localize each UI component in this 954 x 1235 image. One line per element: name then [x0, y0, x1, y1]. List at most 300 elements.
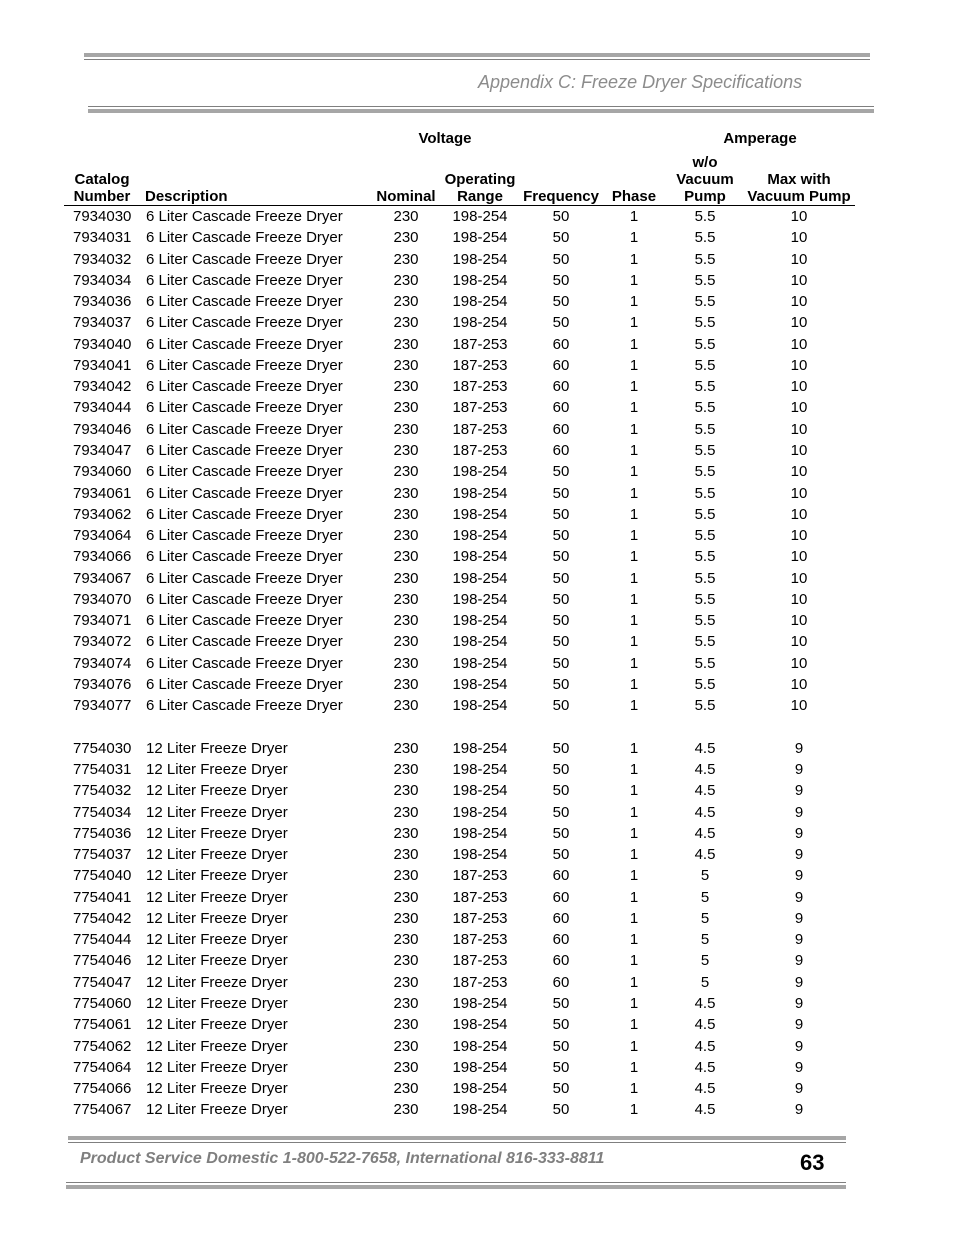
nominal-voltage-cell: 230 [393, 356, 419, 374]
phase-cell: 1 [629, 761, 639, 779]
nominal-voltage-cell: 230 [393, 697, 419, 715]
phase-cell: 1 [629, 952, 639, 970]
description-cell: 6 Liter Cascade Freeze Dryer [146, 633, 343, 651]
description-cell: 6 Liter Cascade Freeze Dryer [146, 208, 343, 225]
max-with-pump-header-line2: Vacuum Pump [747, 188, 851, 205]
nominal-voltage-cell: 230 [393, 803, 419, 821]
without-pump-header [666, 154, 744, 205]
phase-cell: 1 [629, 973, 639, 991]
amperage-max-with-pump-cell: 9 [794, 909, 804, 927]
description-cell: 6 Liter Cascade Freeze Dryer [146, 463, 343, 481]
amperage-max-with-pump-cell: 9 [794, 867, 804, 885]
amperage-max-with-pump-cell: 10 [790, 271, 808, 289]
nominal-voltage-cell: 230 [393, 994, 419, 1012]
amperage-max-with-pump-cell: 9 [794, 1037, 804, 1055]
frequency-cell: 50 [552, 1037, 570, 1055]
catalog-number-cell: 7754060 [73, 994, 132, 1012]
phase-cell: 1 [629, 378, 639, 396]
nominal-voltage-cell: 230 [393, 527, 419, 545]
frequency-cell: 50 [552, 612, 570, 630]
description-cell: 6 Liter Cascade Freeze Dryer [146, 654, 343, 672]
frequency-cell: 50 [552, 314, 570, 332]
without-pump-header-line3: Pump [684, 188, 726, 205]
table-row [64, 397, 855, 418]
table-row [64, 653, 855, 674]
nominal-voltage-cell: 230 [393, 1058, 419, 1076]
phase-cell: 1 [629, 1037, 639, 1055]
table-row [64, 376, 855, 397]
catalog-number-cell: 7934066 [73, 548, 132, 566]
nominal-voltage-cell: 230 [393, 208, 419, 225]
frequency-cell: 50 [552, 1101, 570, 1119]
description-cell: 6 Liter Cascade Freeze Dryer [146, 378, 343, 396]
catalog-number-cell: 7934064 [73, 527, 132, 545]
description-cell: 12 Liter Freeze Dryer [146, 1058, 288, 1076]
amperage-without-pump-cell: 5 [700, 909, 710, 927]
nominal-voltage-cell: 230 [393, 888, 419, 906]
amperage-max-with-pump-cell: 9 [794, 1080, 804, 1098]
phase-cell: 1 [629, 484, 639, 502]
catalog-number-cell: 7754064 [73, 1058, 132, 1076]
frequency-cell: 60 [552, 909, 570, 927]
catalog-number-cell: 7754044 [73, 931, 132, 949]
phase-cell: 1 [629, 208, 639, 225]
phase-cell: 1 [629, 633, 639, 651]
table-row [64, 1078, 855, 1099]
table-row [64, 227, 855, 248]
operating-range-cell: 198-254 [452, 527, 508, 545]
amperage-without-pump-cell: 5.5 [694, 399, 716, 417]
operating-range-header-line1: Operating [444, 171, 516, 188]
frequency-cell: 50 [552, 1080, 570, 1098]
amperage-without-pump-cell: 5 [700, 931, 710, 949]
catalog-number-cell: 7754036 [73, 824, 132, 842]
description-cell: 6 Liter Cascade Freeze Dryer [146, 612, 343, 630]
nominal-voltage-cell: 230 [393, 654, 419, 672]
amperage-without-pump-cell: 5.5 [694, 314, 716, 332]
amperage-max-with-pump-cell: 10 [790, 463, 808, 481]
description-cell: 12 Liter Freeze Dryer [146, 867, 288, 885]
catalog-number-cell: 7934036 [73, 293, 132, 311]
operating-range-cell: 198-254 [452, 208, 508, 225]
amperage-max-with-pump-cell: 9 [794, 952, 804, 970]
phase-cell: 1 [629, 420, 639, 438]
nominal-voltage-cell: 230 [393, 420, 419, 438]
phase-cell: 1 [629, 1101, 639, 1119]
table-row [64, 461, 855, 482]
operating-range-cell: 198-254 [452, 548, 508, 566]
operating-range-cell: 198-254 [452, 463, 508, 481]
phase-cell: 1 [629, 463, 639, 481]
nominal-voltage-cell: 230 [393, 250, 419, 268]
catalog-number-cell: 7934061 [73, 484, 132, 502]
table-row [64, 546, 855, 567]
catalog-number-cell: 7934071 [73, 612, 132, 630]
frequency-cell: 50 [552, 293, 570, 311]
frequency-cell: 60 [552, 931, 570, 949]
frequency-cell: 50 [552, 463, 570, 481]
catalog-number-cell: 7754062 [73, 1037, 132, 1055]
catalog-number-cell: 7934060 [73, 463, 132, 481]
amperage-without-pump-cell: 5.5 [694, 463, 716, 481]
catalog-number-cell: 7934074 [73, 654, 132, 672]
amperage-without-pump-cell: 4.5 [694, 1037, 716, 1055]
amperage-without-pump-cell: 5.5 [694, 612, 716, 630]
frequency-cell: 50 [552, 761, 570, 779]
catalog-number-cell: 7934031 [73, 229, 132, 247]
table-row [64, 802, 855, 823]
amperage-max-with-pump-cell: 10 [790, 293, 808, 311]
frequency-cell: 50 [552, 824, 570, 842]
description-cell: 12 Liter Freeze Dryer [146, 803, 288, 821]
table-row [64, 887, 855, 908]
description-cell: 12 Liter Freeze Dryer [146, 1101, 288, 1119]
operating-range-cell: 187-253 [452, 399, 508, 417]
amperage-without-pump-cell: 5.5 [694, 335, 716, 353]
frequency-cell: 50 [552, 569, 570, 587]
amperage-max-with-pump-cell: 10 [790, 420, 808, 438]
table-row [64, 483, 855, 504]
footer-rule-top [68, 1136, 846, 1140]
description-header: Description [145, 188, 228, 205]
description-cell: 6 Liter Cascade Freeze Dryer [146, 420, 343, 438]
operating-range-cell: 187-253 [452, 867, 508, 885]
amperage-without-pump-cell: 5.5 [694, 548, 716, 566]
top-rule-thin [84, 59, 870, 60]
catalog-number-cell: 7754047 [73, 973, 132, 991]
frequency-cell: 50 [552, 208, 570, 225]
catalog-number-cell: 7754037 [73, 846, 132, 864]
catalog-number-header-line2: Number [73, 188, 131, 205]
amperage-max-with-pump-cell: 10 [790, 612, 808, 630]
table-row [64, 908, 855, 929]
operating-range-cell: 198-254 [452, 994, 508, 1012]
catalog-number-header [64, 171, 140, 205]
operating-range-cell: 198-254 [452, 654, 508, 672]
nominal-voltage-cell: 230 [393, 314, 419, 332]
table-row [64, 993, 855, 1014]
catalog-number-cell: 7754046 [73, 952, 132, 970]
frequency-cell: 60 [552, 867, 570, 885]
frequency-cell: 60 [552, 335, 570, 353]
nominal-voltage-cell: 230 [393, 931, 419, 949]
phase-cell: 1 [629, 590, 639, 608]
amperage-max-with-pump-cell: 9 [794, 1016, 804, 1034]
catalog-number-cell: 7754040 [73, 867, 132, 885]
amperage-max-with-pump-cell: 10 [790, 229, 808, 247]
table-row [64, 1099, 855, 1120]
amperage-group-header: Amperage [723, 130, 797, 147]
table-row [64, 206, 855, 227]
catalog-number-cell: 7754030 [73, 739, 132, 757]
amperage-without-pump-cell: 4.5 [694, 761, 716, 779]
frequency-cell: 50 [552, 484, 570, 502]
nominal-voltage-cell: 230 [393, 633, 419, 651]
without-pump-header-line2: Vacuum [676, 171, 734, 188]
amperage-without-pump-cell: 5.5 [694, 569, 716, 587]
catalog-number-cell: 7754066 [73, 1080, 132, 1098]
table-row [64, 589, 855, 610]
operating-range-cell: 198-254 [452, 229, 508, 247]
table-row [64, 738, 855, 759]
amperage-without-pump-cell: 4.5 [694, 739, 716, 757]
phase-cell: 1 [629, 931, 639, 949]
catalog-number-cell: 7934034 [73, 271, 132, 289]
nominal-header: Nominal [376, 188, 436, 205]
frequency-cell: 50 [552, 548, 570, 566]
phase-cell: 1 [629, 1016, 639, 1034]
catalog-number-header-line1: Catalog [74, 171, 130, 188]
amperage-max-with-pump-cell: 10 [790, 314, 808, 332]
catalog-number-cell: 7934062 [73, 505, 132, 523]
amperage-without-pump-cell: 4.5 [694, 1080, 716, 1098]
page-title: Appendix C: Freeze Dryer Specifications [478, 72, 803, 92]
frequency-cell: 50 [552, 527, 570, 545]
operating-range-cell: 198-254 [452, 761, 508, 779]
max-with-pump-header-line1: Max with [767, 171, 831, 188]
phase-cell: 1 [629, 335, 639, 353]
amperage-max-with-pump-cell: 10 [790, 527, 808, 545]
description-cell: 6 Liter Cascade Freeze Dryer [146, 229, 343, 247]
description-cell: 12 Liter Freeze Dryer [146, 909, 288, 927]
nominal-voltage-cell: 230 [393, 484, 419, 502]
phase-cell: 1 [629, 888, 639, 906]
top-rule [84, 53, 870, 57]
operating-range-cell: 198-254 [452, 590, 508, 608]
phase-cell: 1 [629, 612, 639, 630]
table-row [64, 1057, 855, 1078]
amperage-without-pump-cell: 5 [700, 888, 710, 906]
description-cell: 12 Liter Freeze Dryer [146, 952, 288, 970]
nominal-voltage-cell: 230 [393, 569, 419, 587]
operating-range-cell: 198-254 [452, 846, 508, 864]
phase-cell: 1 [629, 782, 639, 800]
page-number: 63 [800, 1150, 825, 1175]
amperage-max-with-pump-cell: 9 [794, 994, 804, 1012]
amperage-without-pump-cell: 5.5 [694, 697, 716, 715]
operating-range-cell: 198-254 [452, 314, 508, 332]
table-row [64, 844, 855, 865]
table-row [64, 525, 855, 546]
description-cell: 12 Liter Freeze Dryer [146, 739, 288, 757]
nominal-voltage-cell: 230 [393, 505, 419, 523]
max-with-pump-header [740, 171, 858, 205]
description-cell: 6 Liter Cascade Freeze Dryer [146, 293, 343, 311]
amperage-max-with-pump-cell: 9 [794, 1101, 804, 1119]
description-cell: 6 Liter Cascade Freeze Dryer [146, 569, 343, 587]
amperage-max-with-pump-cell: 9 [794, 824, 804, 842]
nominal-voltage-cell: 230 [393, 1080, 419, 1098]
amperage-without-pump-cell: 5.5 [694, 229, 716, 247]
nominal-voltage-cell: 230 [393, 824, 419, 842]
phase-cell: 1 [629, 824, 639, 842]
description-cell: 6 Liter Cascade Freeze Dryer [146, 697, 343, 715]
catalog-number-cell: 7934047 [73, 441, 132, 459]
nominal-voltage-cell: 230 [393, 867, 419, 885]
description-cell: 6 Liter Cascade Freeze Dryer [146, 335, 343, 353]
operating-range-cell: 187-253 [452, 909, 508, 927]
phase-cell: 1 [629, 994, 639, 1012]
operating-range-cell: 187-253 [452, 441, 508, 459]
table-row [64, 355, 855, 376]
table-row [64, 972, 855, 993]
operating-range-cell: 198-254 [452, 697, 508, 715]
operating-range-cell: 198-254 [452, 505, 508, 523]
description-cell: 12 Liter Freeze Dryer [146, 761, 288, 779]
phase-cell: 1 [629, 271, 639, 289]
catalog-number-cell: 7934030 [73, 208, 132, 225]
operating-range-cell: 187-253 [452, 378, 508, 396]
phase-cell: 1 [629, 739, 639, 757]
amperage-max-with-pump-cell: 10 [790, 484, 808, 502]
catalog-number-cell: 7754042 [73, 909, 132, 927]
description-cell: 12 Liter Freeze Dryer [146, 782, 288, 800]
description-cell: 12 Liter Freeze Dryer [146, 931, 288, 949]
operating-range-cell: 198-254 [452, 803, 508, 821]
nominal-voltage-cell: 230 [393, 463, 419, 481]
description-cell: 6 Liter Cascade Freeze Dryer [146, 356, 343, 374]
nominal-voltage-cell: 230 [393, 441, 419, 459]
amperage-without-pump-cell: 5.5 [694, 208, 716, 225]
description-cell: 6 Liter Cascade Freeze Dryer [146, 441, 343, 459]
catalog-number-cell: 7754031 [73, 761, 132, 779]
description-cell: 6 Liter Cascade Freeze Dryer [146, 399, 343, 417]
amperage-without-pump-cell: 5.5 [694, 527, 716, 545]
nominal-voltage-cell: 230 [393, 271, 419, 289]
table-row [64, 631, 855, 652]
frequency-cell: 50 [552, 697, 570, 715]
amperage-max-with-pump-cell: 10 [790, 590, 808, 608]
phase-cell: 1 [629, 548, 639, 566]
amperage-without-pump-cell: 5.5 [694, 271, 716, 289]
phase-cell: 1 [629, 505, 639, 523]
frequency-cell: 50 [552, 675, 570, 693]
without-pump-header-line1: w/o [692, 154, 718, 171]
nominal-voltage-cell: 230 [393, 612, 419, 630]
frequency-cell: 50 [552, 271, 570, 289]
operating-range-cell: 187-253 [452, 335, 508, 353]
operating-range-cell: 187-253 [452, 952, 508, 970]
description-cell: 6 Liter Cascade Freeze Dryer [146, 484, 343, 502]
phase-cell: 1 [629, 846, 639, 864]
description-cell: 12 Liter Freeze Dryer [146, 846, 288, 864]
description-cell: 6 Liter Cascade Freeze Dryer [146, 250, 343, 268]
description-cell: 12 Liter Freeze Dryer [146, 1037, 288, 1055]
footer-rule-bottom [66, 1185, 846, 1189]
table-row [64, 312, 855, 333]
operating-range-cell: 198-254 [452, 271, 508, 289]
phase-cell: 1 [629, 569, 639, 587]
amperage-max-with-pump-cell: 10 [790, 378, 808, 396]
amperage-without-pump-cell: 5.5 [694, 590, 716, 608]
phase-cell: 1 [629, 229, 639, 247]
amperage-without-pump-cell: 4.5 [694, 1058, 716, 1076]
amperage-max-with-pump-cell: 10 [790, 250, 808, 268]
description-cell: 6 Liter Cascade Freeze Dryer [146, 527, 343, 545]
amperage-max-with-pump-cell: 9 [794, 803, 804, 821]
table-row [64, 419, 855, 440]
amperage-max-with-pump-cell: 9 [794, 846, 804, 864]
catalog-number-cell: 7934041 [73, 356, 132, 374]
nominal-voltage-cell: 230 [393, 909, 419, 927]
title-rule-thin [88, 106, 874, 107]
nominal-voltage-cell: 230 [393, 846, 419, 864]
footer-rule-bottom-thin [66, 1182, 846, 1183]
description-cell: 12 Liter Freeze Dryer [146, 1080, 288, 1098]
table-row [64, 568, 855, 589]
amperage-max-with-pump-cell: 10 [790, 505, 808, 523]
catalog-number-cell: 7934032 [73, 250, 132, 268]
operating-range-cell: 198-254 [452, 1080, 508, 1098]
description-cell: 12 Liter Freeze Dryer [146, 973, 288, 991]
amperage-without-pump-cell: 4.5 [694, 1016, 716, 1034]
amperage-without-pump-cell: 4.5 [694, 846, 716, 864]
phase-cell: 1 [629, 867, 639, 885]
frequency-cell: 60 [552, 356, 570, 374]
amperage-without-pump-cell: 4.5 [694, 803, 716, 821]
phase-cell: 1 [629, 293, 639, 311]
nominal-voltage-cell: 230 [393, 739, 419, 757]
amperage-without-pump-cell: 5.5 [694, 250, 716, 268]
operating-range-cell: 198-254 [452, 633, 508, 651]
phase-cell: 1 [629, 250, 639, 268]
frequency-cell: 50 [552, 250, 570, 268]
amperage-max-with-pump-cell: 9 [794, 1058, 804, 1076]
amperage-without-pump-cell: 4.5 [694, 1101, 716, 1119]
frequency-cell: 50 [552, 654, 570, 672]
catalog-number-cell: 7934076 [73, 675, 132, 693]
table-row [64, 950, 855, 971]
operating-range-cell: 198-254 [452, 675, 508, 693]
phase-cell: 1 [629, 399, 639, 417]
operating-range-cell: 187-253 [452, 888, 508, 906]
operating-range-cell: 198-254 [452, 1037, 508, 1055]
operating-range-cell: 187-253 [452, 973, 508, 991]
amperage-without-pump-cell: 5.5 [694, 293, 716, 311]
table-row [64, 504, 855, 525]
amperage-without-pump-cell: 4.5 [694, 782, 716, 800]
table-row [64, 610, 855, 631]
frequency-cell: 50 [552, 229, 570, 247]
amperage-max-with-pump-cell: 9 [794, 782, 804, 800]
operating-range-cell: 198-254 [452, 569, 508, 587]
catalog-number-cell: 7934044 [73, 399, 132, 417]
operating-range-cell: 198-254 [452, 250, 508, 268]
description-cell: 12 Liter Freeze Dryer [146, 888, 288, 906]
nominal-voltage-cell: 230 [393, 548, 419, 566]
nominal-voltage-cell: 230 [393, 229, 419, 247]
nominal-voltage-cell: 230 [393, 293, 419, 311]
catalog-number-cell: 7934037 [73, 314, 132, 332]
amperage-without-pump-cell: 5.5 [694, 378, 716, 396]
catalog-number-cell: 7754032 [73, 782, 132, 800]
amperage-without-pump-cell: 5.5 [694, 484, 716, 502]
amperage-max-with-pump-cell: 9 [794, 761, 804, 779]
catalog-number-cell: 7934040 [73, 335, 132, 353]
frequency-cell: 50 [552, 846, 570, 864]
phase-cell: 1 [629, 527, 639, 545]
amperage-max-with-pump-cell: 10 [790, 548, 808, 566]
phase-cell: 1 [629, 1058, 639, 1076]
amperage-max-with-pump-cell: 10 [790, 335, 808, 353]
frequency-header: Frequency [523, 188, 599, 205]
description-cell: 12 Liter Freeze Dryer [146, 1016, 288, 1034]
operating-range-cell: 187-253 [452, 356, 508, 374]
table-row [64, 759, 855, 780]
amperage-without-pump-cell: 5.5 [694, 654, 716, 672]
table-row [64, 1036, 855, 1057]
operating-range-cell: 198-254 [452, 782, 508, 800]
